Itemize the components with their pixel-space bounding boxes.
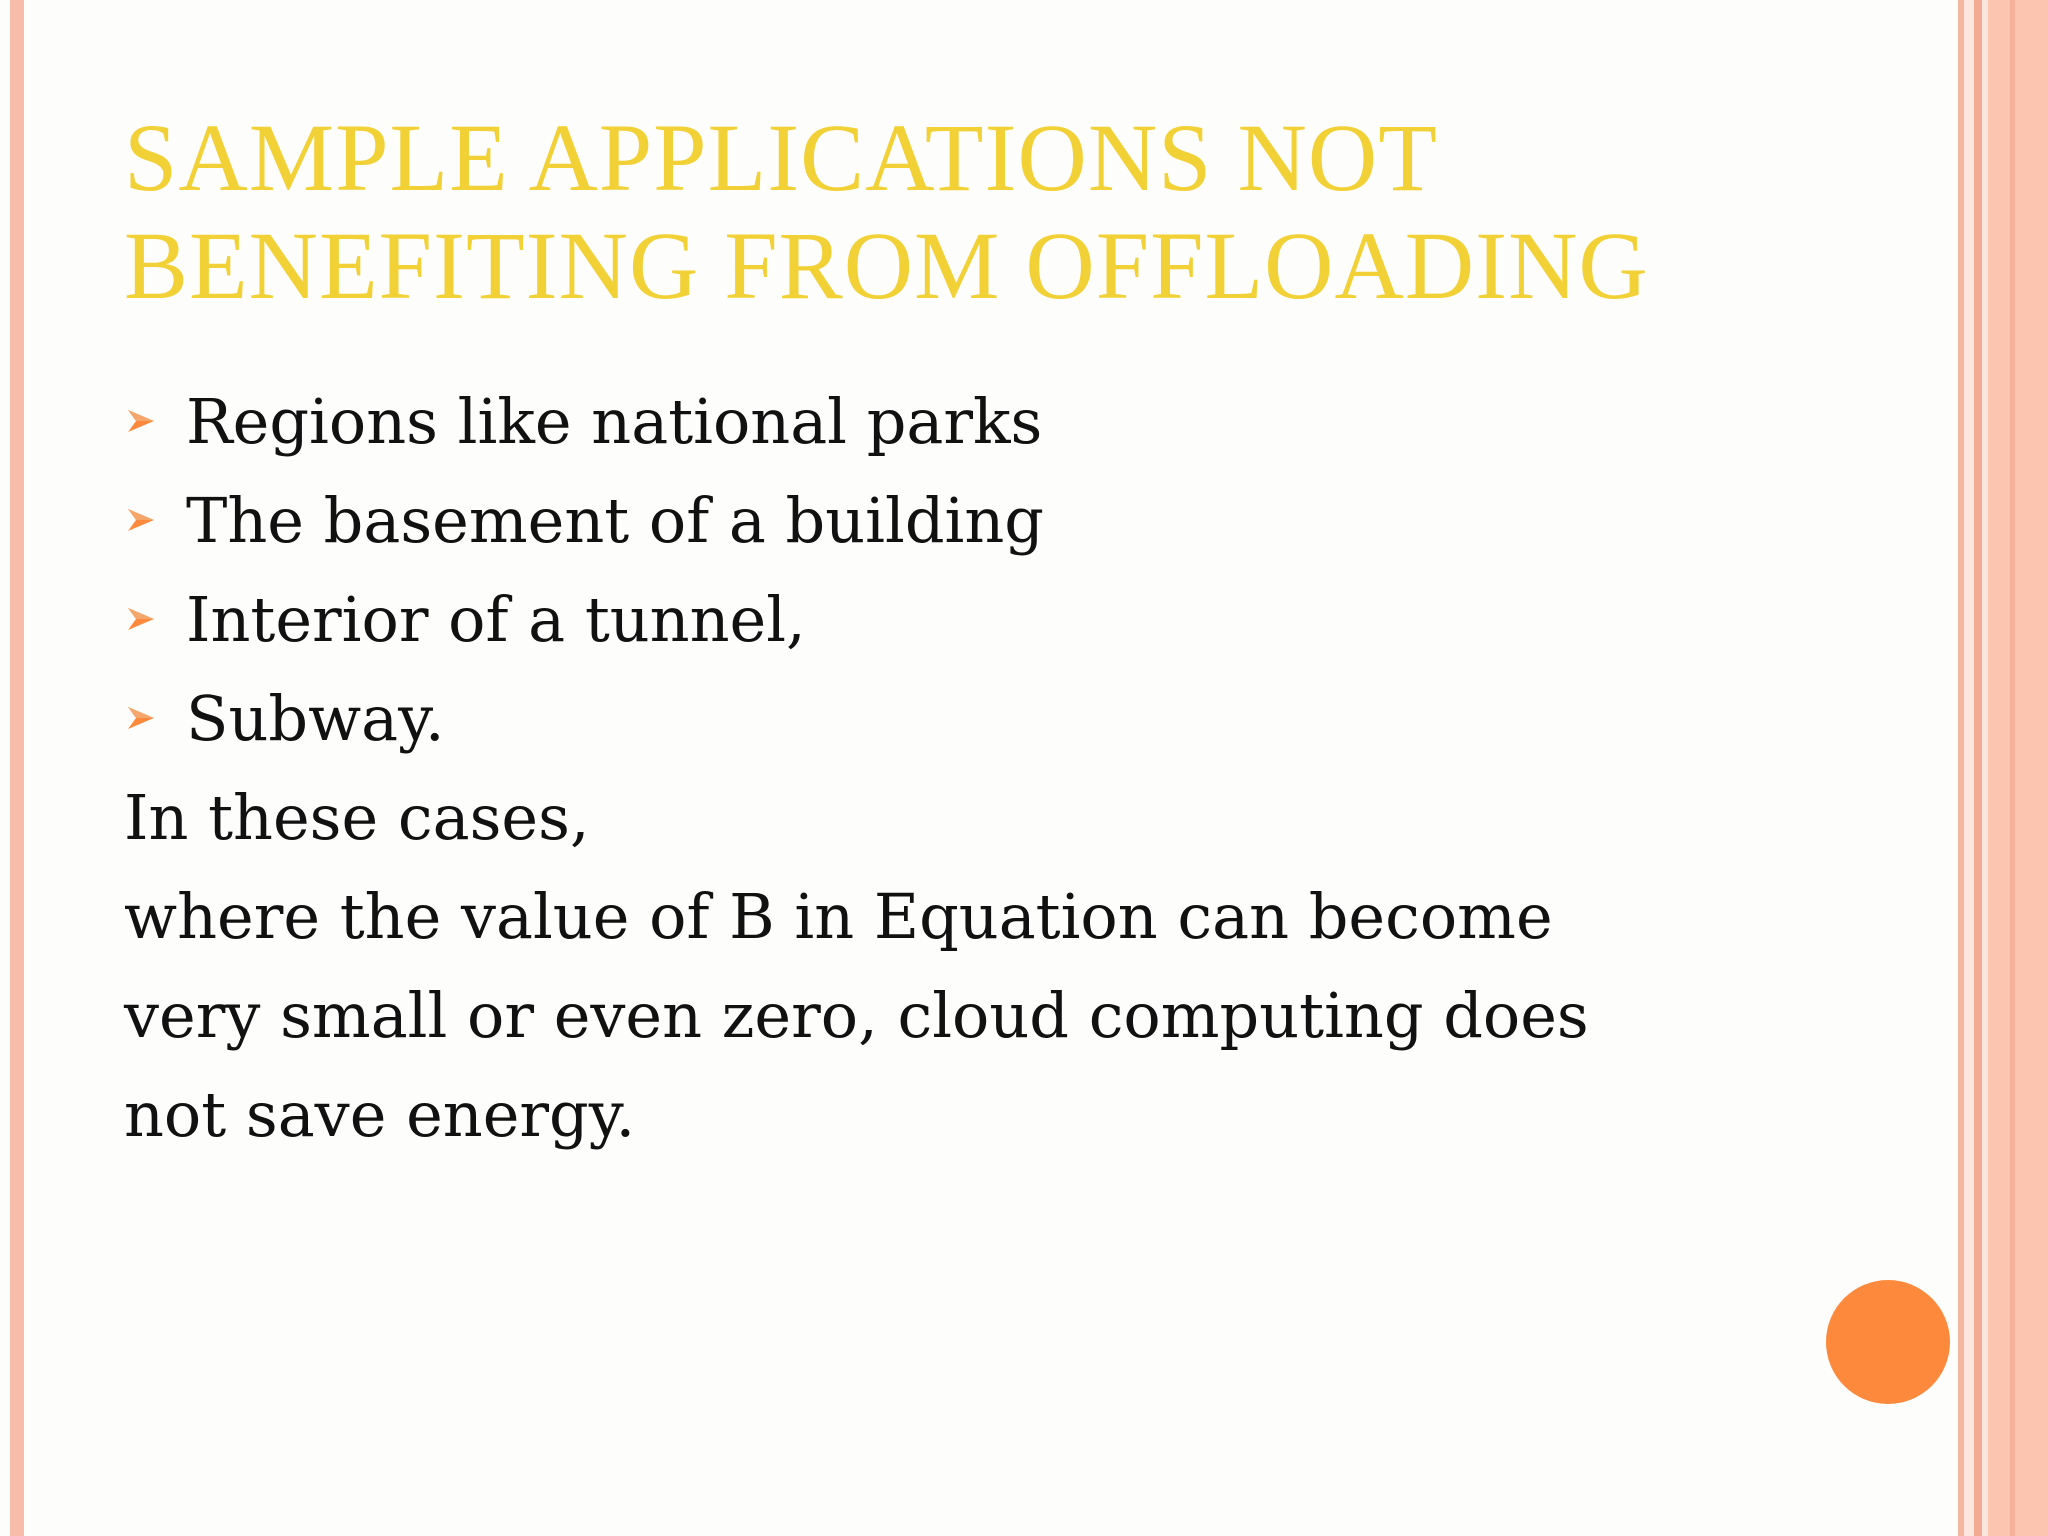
title-line: BENEFITING FROM OFFLOADING (124, 212, 1649, 319)
right-border-band (1988, 0, 2048, 1536)
right-border-stripe (1974, 0, 1982, 1536)
bullet-text: Interior of a tunnel, (186, 583, 806, 656)
orange-circle-decoration (1826, 1280, 1950, 1404)
arrowhead-bullet-icon (126, 505, 156, 535)
bullet-text: Subway. (186, 682, 445, 755)
arrowhead-bullet-icon (126, 604, 156, 634)
bullet-item (124, 471, 1824, 570)
paragraph-line: not save energy. (124, 1078, 636, 1151)
bullet-text: Regions like national parks (186, 385, 1043, 458)
bullet-text: The basement of a building (186, 484, 1044, 557)
arrowhead-bullet-icon (126, 406, 156, 436)
left-border-stripe (10, 0, 24, 1536)
title-line: SAMPLE APPLICATIONS NOT (124, 104, 1438, 211)
slide-body (124, 372, 1824, 1164)
paragraph-line: where the value of B in Equation can become (124, 880, 1553, 953)
slide-title (124, 104, 1804, 320)
right-border-stripe (2010, 0, 2015, 1536)
bullet-item (124, 570, 1824, 669)
right-border-stripe (1964, 0, 1974, 1536)
bullet-item (124, 372, 1824, 471)
paragraph-line: In these cases, (124, 781, 590, 854)
paragraph-line: very small or even zero, cloud computing does (124, 979, 1589, 1052)
bullet-item (124, 669, 1824, 768)
arrowhead-bullet-icon (126, 703, 156, 733)
bullet-list (124, 372, 1824, 768)
